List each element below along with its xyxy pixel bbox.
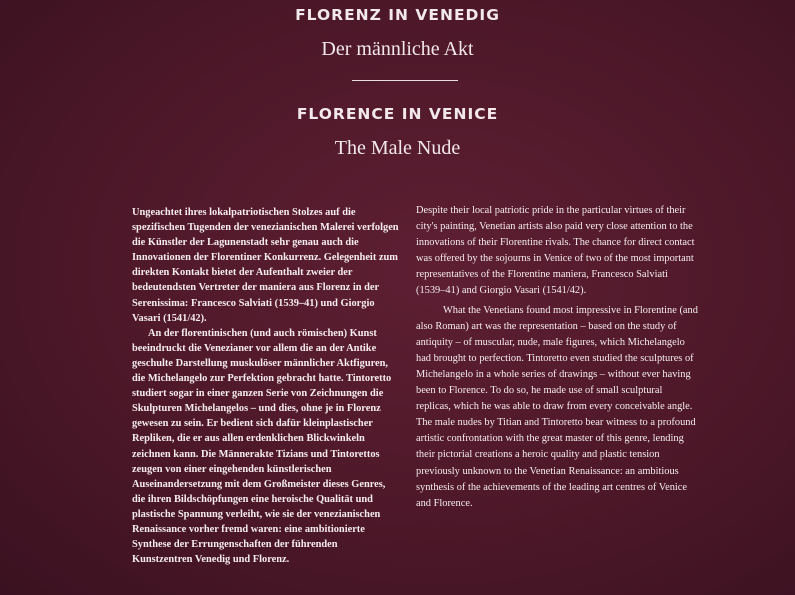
english-paragraph-2: What the Venetians found most impressive in Florentine (and also Roman) art was the representation – based on the study of antiquity – of muscular, nude, male figures, which Michelangelo had brought to perfection. Tintoretto even studied the sculptures of Michelangelo in a whole series of drawings – without ever having been to Florence. To do so, he made use of small sculptural replicas, which he was able to draw from every conceivable angle. The male nudes by Titian and Tintoretto bear witness to a profound artistic confrontation with the great master of this genre, lending their pictorial creations a heroic quality and plastic tension previously unknown to the Venetian Renaissance: an ambitious synthesis of the achievements of the leading art centres of Venice and Florence. bbox=[416, 304, 698, 509]
german-text-column bbox=[132, 205, 400, 567]
title-english: FLORENCE IN VENICE bbox=[296, 105, 499, 123]
subtitle-english: The Male Nude bbox=[334, 137, 461, 159]
subtitle-german: Der männliche Akt bbox=[321, 38, 474, 60]
german-paragraph-1: Ungeachtet ihres lokalpatriotischen Stolzes auf die spezifischen Tugenden der venezianischen Malerei verfolgen die Künstler der Lagunenstadt sehr genau auch die Innovationen der Florentiner Konkurrenz. Gelegenheit zum direkten Kontakt bietet der Aufenthalt zweier der bedeutendsten Vertreter der maniera aus Florenz in der Serenissima: Francesco Salviati (1539–41) und Giorgio Vasari (1541/42). bbox=[132, 207, 399, 324]
english-paragraph-1: Despite their local patriotic pride in the particular virtues of their city's painting, Venetian artists also paid very close attention to the innovations of their Florentine rivals. The chance for direct contact was offered by the sojourns in Venice of two of the most important representatives of the Florentine maniera, Francesco Salviati (1539–41) and Giorgio Vasari (1541/42). bbox=[416, 205, 695, 297]
english-text-column bbox=[416, 203, 698, 512]
divider-line bbox=[352, 80, 458, 81]
title-german: FLORENZ IN VENEDIG bbox=[295, 6, 500, 24]
german-paragraph-2: An der florentinischen (und auch römischen) Kunst beeindruckt die Venezianer vor allem die an der Antike geschulte Darstellung muskulöser männlicher Aktfiguren, die Michelangelo zur Perfektion gebracht hatte. Tintoretto studiert sogar in einer ganzen Serie von Zeichnungen die Skulpturen Michelangelos – und dies, ohne je in Florenz gewesen zu sein. Er bedient sich dafür kleinplastischer Repliken, die er aus allen erdenklichen Blickwinkeln zeichnen kann. Die Männerakte Tizians und Tintorettos zeugen von einer eingehenden künstlerischen Auseinandersetzung mit dem Großmeister dieses Genres, die ihren Bildschöpfungen eine heroische Qualität und plastische Spannung verleiht, wie sie der venezianischen Renaissance vorher fremd waren: eine ambitionierte Synthese der Errungenschaften der führenden Kunstzentren Venedig und Florenz. bbox=[132, 327, 392, 566]
